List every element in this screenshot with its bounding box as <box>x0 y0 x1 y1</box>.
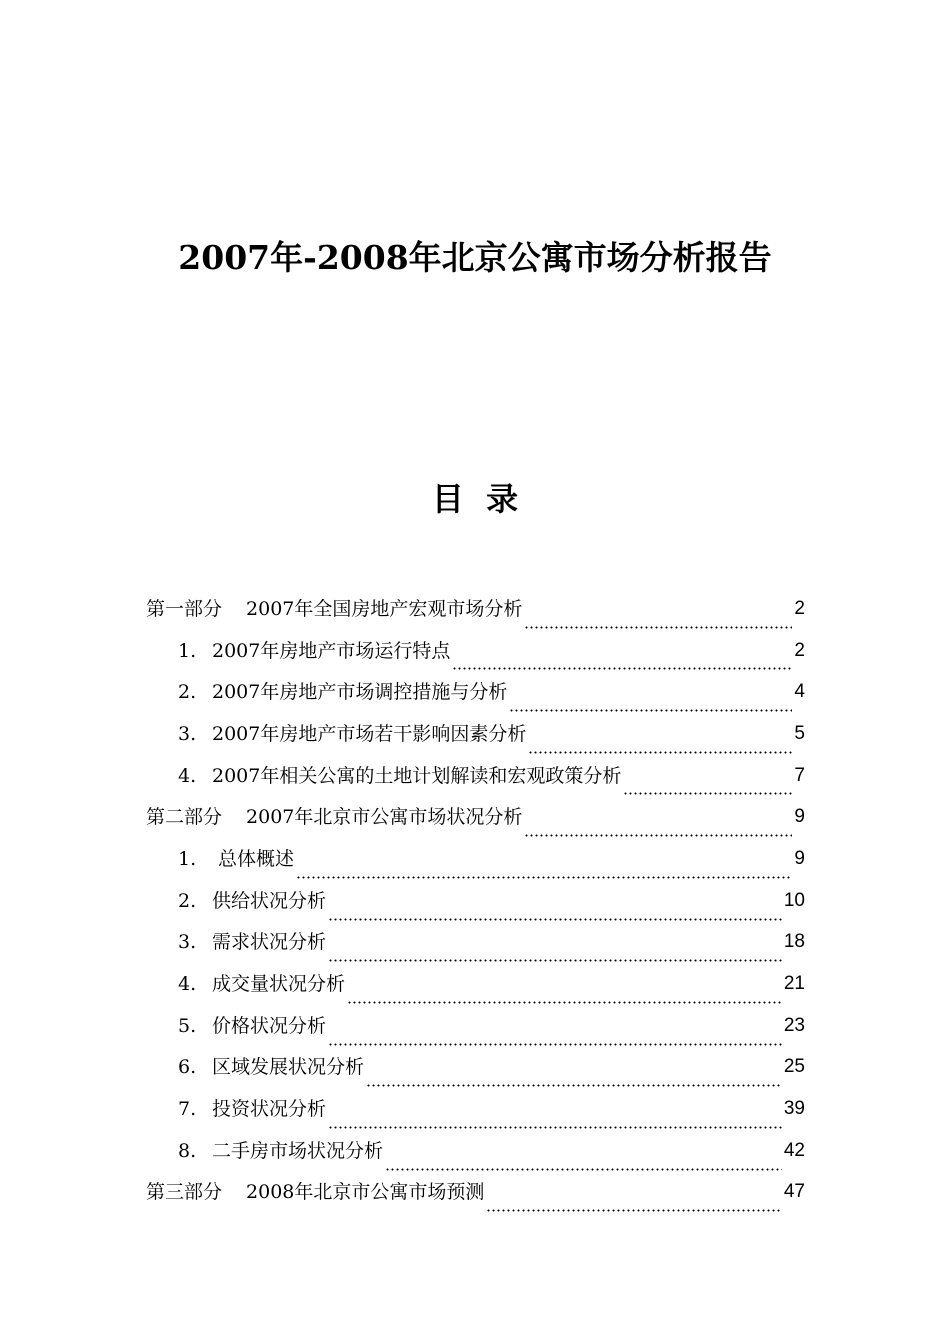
toc-page-number: 10 <box>783 889 805 911</box>
toc-dot-leader <box>328 1028 782 1047</box>
table-of-contents <box>146 588 805 1213</box>
toc-item-number: 7. <box>178 1098 197 1121</box>
toc-item-number: 4. <box>178 764 197 787</box>
toc-page-number: 21 <box>783 973 805 995</box>
toc-item-number: 8. <box>178 1139 197 1162</box>
toc-item-number: 4. <box>178 973 197 996</box>
toc-entry-title: 2008年北京市公寓市场预测 <box>246 1181 485 1204</box>
toc-page-number: 23 <box>783 1014 805 1036</box>
toc-dot-leader <box>509 694 792 713</box>
toc-item-number: 5. <box>178 1014 197 1037</box>
toc-entry-2-2[interactable] <box>146 880 805 922</box>
toc-page-number: 39 <box>783 1098 805 1120</box>
toc-part-label: 第二部分 <box>146 806 223 829</box>
toc-entry-part-2[interactable] <box>146 796 805 838</box>
toc-page-number: 47 <box>783 1181 805 1203</box>
toc-entry-2-4[interactable] <box>146 963 805 1005</box>
toc-item-number: 1. <box>178 847 197 870</box>
toc-heading: 目 录 <box>431 480 519 518</box>
toc-entry-1-3[interactable] <box>146 713 805 755</box>
toc-entry-part-1[interactable] <box>146 588 805 630</box>
toc-dot-leader <box>347 986 782 1005</box>
toc-dot-leader <box>528 736 792 755</box>
toc-entry-part-3[interactable] <box>146 1172 805 1214</box>
toc-entry-title: 成交量状况分析 <box>212 973 346 996</box>
toc-page-number: 2 <box>794 597 805 619</box>
toc-page-number: 4 <box>794 681 805 703</box>
toc-entry-title: 2007年全国房地产宏观市场分析 <box>246 597 523 620</box>
toc-entry-title: 2007年房地产市场运行特点 <box>212 639 451 662</box>
toc-entry-title: 2007年相关公寓的土地计划解读和宏观政策分析 <box>212 764 622 787</box>
toc-entry-title: 2007年房地产市场调控措施与分析 <box>212 681 508 704</box>
toc-entry-title: 2007年房地产市场若干影响因素分析 <box>212 722 527 745</box>
toc-page-number: 42 <box>783 1139 805 1161</box>
toc-item-number: 6. <box>178 1056 197 1079</box>
toc-entry-title: 供给状况分析 <box>212 889 327 912</box>
toc-page-number: 9 <box>794 847 805 869</box>
toc-entry-2-8[interactable] <box>146 1130 805 1172</box>
document-title: 2007年-2008年北京公寓市场分析报告 <box>178 238 772 277</box>
toc-page-number: 18 <box>783 931 805 953</box>
toc-entry-2-6[interactable] <box>146 1047 805 1089</box>
toc-entry-title: 价格状况分析 <box>212 1014 327 1037</box>
toc-dot-leader <box>385 1153 782 1172</box>
toc-item-number: 1. <box>178 639 197 662</box>
toc-dot-leader <box>328 903 782 922</box>
toc-entry-title: 需求状况分析 <box>212 931 327 954</box>
toc-entry-1-4[interactable] <box>146 755 805 797</box>
toc-entry-title: 投资状况分析 <box>212 1098 327 1121</box>
toc-page-number: 2 <box>794 639 805 661</box>
toc-dot-leader <box>452 652 792 671</box>
toc-entry-2-1[interactable] <box>146 838 805 880</box>
toc-entry-title: 总体概述 <box>212 847 295 870</box>
toc-item-number: 2. <box>178 889 197 912</box>
toc-page-number: 5 <box>794 722 805 744</box>
toc-dot-leader <box>366 1069 782 1088</box>
toc-item-number: 3. <box>178 722 197 745</box>
toc-entry-title: 区域发展状况分析 <box>212 1056 365 1079</box>
toc-page-number: 25 <box>783 1056 805 1078</box>
toc-entry-title: 2007年北京市公寓市场状况分析 <box>246 806 523 829</box>
toc-dot-leader <box>524 819 792 838</box>
toc-entry-2-5[interactable] <box>146 1005 805 1047</box>
toc-dot-leader <box>524 611 792 630</box>
toc-page-number: 7 <box>794 764 805 786</box>
toc-item-number: 3. <box>178 931 197 954</box>
toc-dot-leader <box>486 1194 781 1213</box>
toc-part-label: 第三部分 <box>146 1181 223 1204</box>
toc-part-label: 第一部分 <box>146 597 223 620</box>
toc-entry-title: 二手房市场状况分析 <box>212 1139 384 1162</box>
toc-dot-leader <box>328 944 782 963</box>
toc-entry-2-7[interactable] <box>146 1088 805 1130</box>
toc-item-number: 2. <box>178 681 197 704</box>
toc-entry-2-3[interactable] <box>146 922 805 964</box>
toc-entry-1-2[interactable] <box>146 671 805 713</box>
toc-dot-leader <box>296 861 792 880</box>
toc-entry-1-1[interactable] <box>146 630 805 672</box>
toc-dot-leader <box>328 1111 782 1130</box>
toc-dot-leader <box>623 777 792 796</box>
toc-page-number: 9 <box>794 806 805 828</box>
